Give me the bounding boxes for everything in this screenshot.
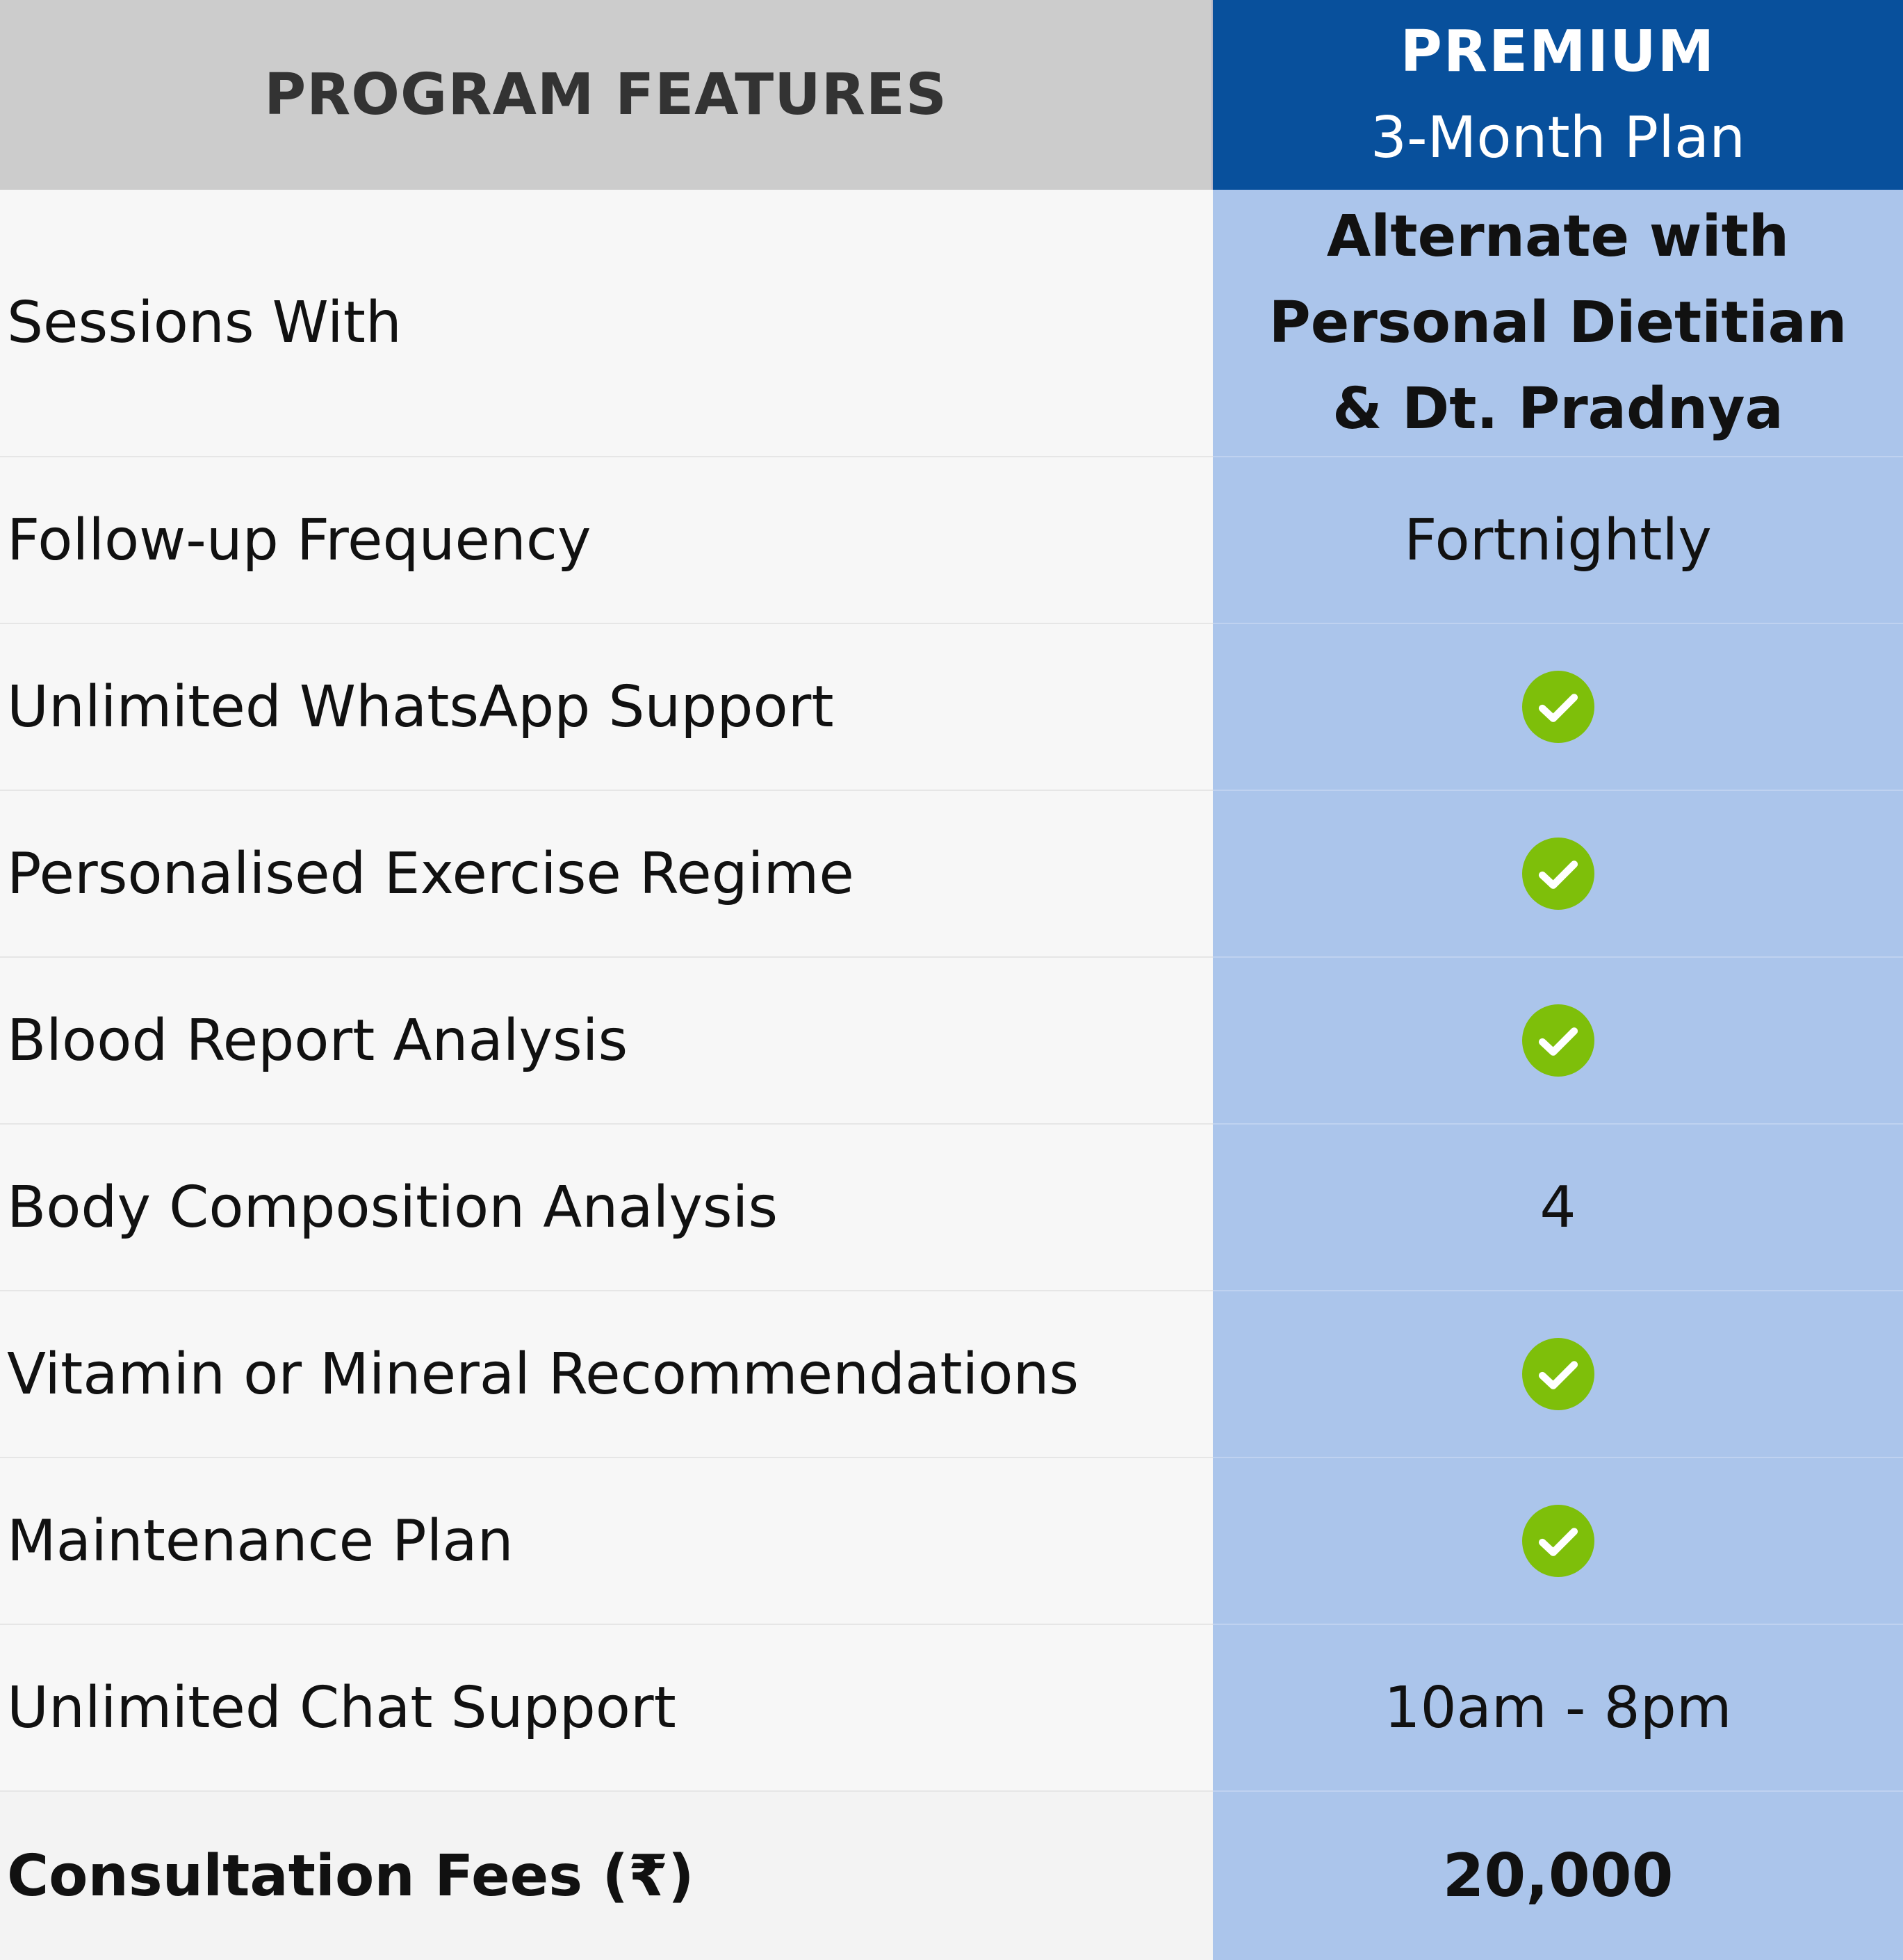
feature-label: Unlimited WhatsApp Support: [7, 673, 834, 740]
check-circle-icon: [1522, 1505, 1594, 1577]
fees-label: Consultation Fees (₹): [7, 1843, 694, 1909]
feature-blood-report: [0, 958, 1213, 1125]
value-follow-up-frequency: [1213, 457, 1903, 624]
check-circle-icon: [1522, 1004, 1594, 1077]
value-whatsapp-support: [1213, 624, 1903, 791]
feature-chat-support: [0, 1625, 1213, 1792]
plan-header: [1213, 0, 1903, 190]
value-line: Personal Dietitian: [1268, 289, 1847, 356]
feature-label: Blood Report Analysis: [7, 1007, 628, 1074]
plan-tier: PREMIUM: [1400, 18, 1716, 85]
feature-label: Maintenance Plan: [7, 1508, 514, 1574]
fees-value: 20,000: [1442, 1841, 1674, 1911]
feature-label: Unlimited Chat Support: [7, 1674, 676, 1741]
value-text: 10am - 8pm: [1384, 1674, 1732, 1741]
value-body-composition: [1213, 1125, 1903, 1291]
feature-vitamin-recommendations: [0, 1291, 1213, 1458]
check-circle-icon: [1522, 838, 1594, 910]
feature-label: Vitamin or Mineral Recommendations: [7, 1341, 1079, 1407]
value-sessions-with: [1213, 190, 1903, 457]
value-chat-support: [1213, 1625, 1903, 1792]
feature-whatsapp-support: [0, 624, 1213, 791]
value-line: Alternate with: [1326, 203, 1790, 270]
check-circle-icon: [1522, 671, 1594, 743]
value-vitamin-recommendations: [1213, 1291, 1903, 1458]
value-maintenance-plan: [1213, 1458, 1903, 1625]
value-exercise-regime: [1213, 791, 1903, 958]
feature-label: Follow-up Frequency: [7, 507, 591, 573]
features-header-label: PROGRAM FEATURES: [264, 62, 947, 128]
feature-label: Body Composition Analysis: [7, 1174, 778, 1241]
feature-body-composition: [0, 1125, 1213, 1291]
value-text: 4: [1539, 1174, 1576, 1241]
plan-duration: 3-Month Plan: [1370, 104, 1746, 171]
value-line: & Dt. Pradnya: [1332, 375, 1783, 442]
feature-maintenance-plan: [0, 1458, 1213, 1625]
feature-label: Personalised Exercise Regime: [7, 840, 854, 907]
feature-exercise-regime: [0, 791, 1213, 958]
consultation-fees-value: [1213, 1792, 1903, 1960]
consultation-fees-label: [0, 1792, 1213, 1960]
check-circle-icon: [1522, 1338, 1594, 1410]
value-text: Fortnightly: [1404, 507, 1712, 573]
features-header: [0, 0, 1213, 190]
value-blood-report: [1213, 958, 1903, 1125]
feature-sessions-with: [0, 190, 1213, 457]
feature-label: Sessions With: [7, 290, 402, 356]
feature-follow-up-frequency: [0, 457, 1213, 624]
